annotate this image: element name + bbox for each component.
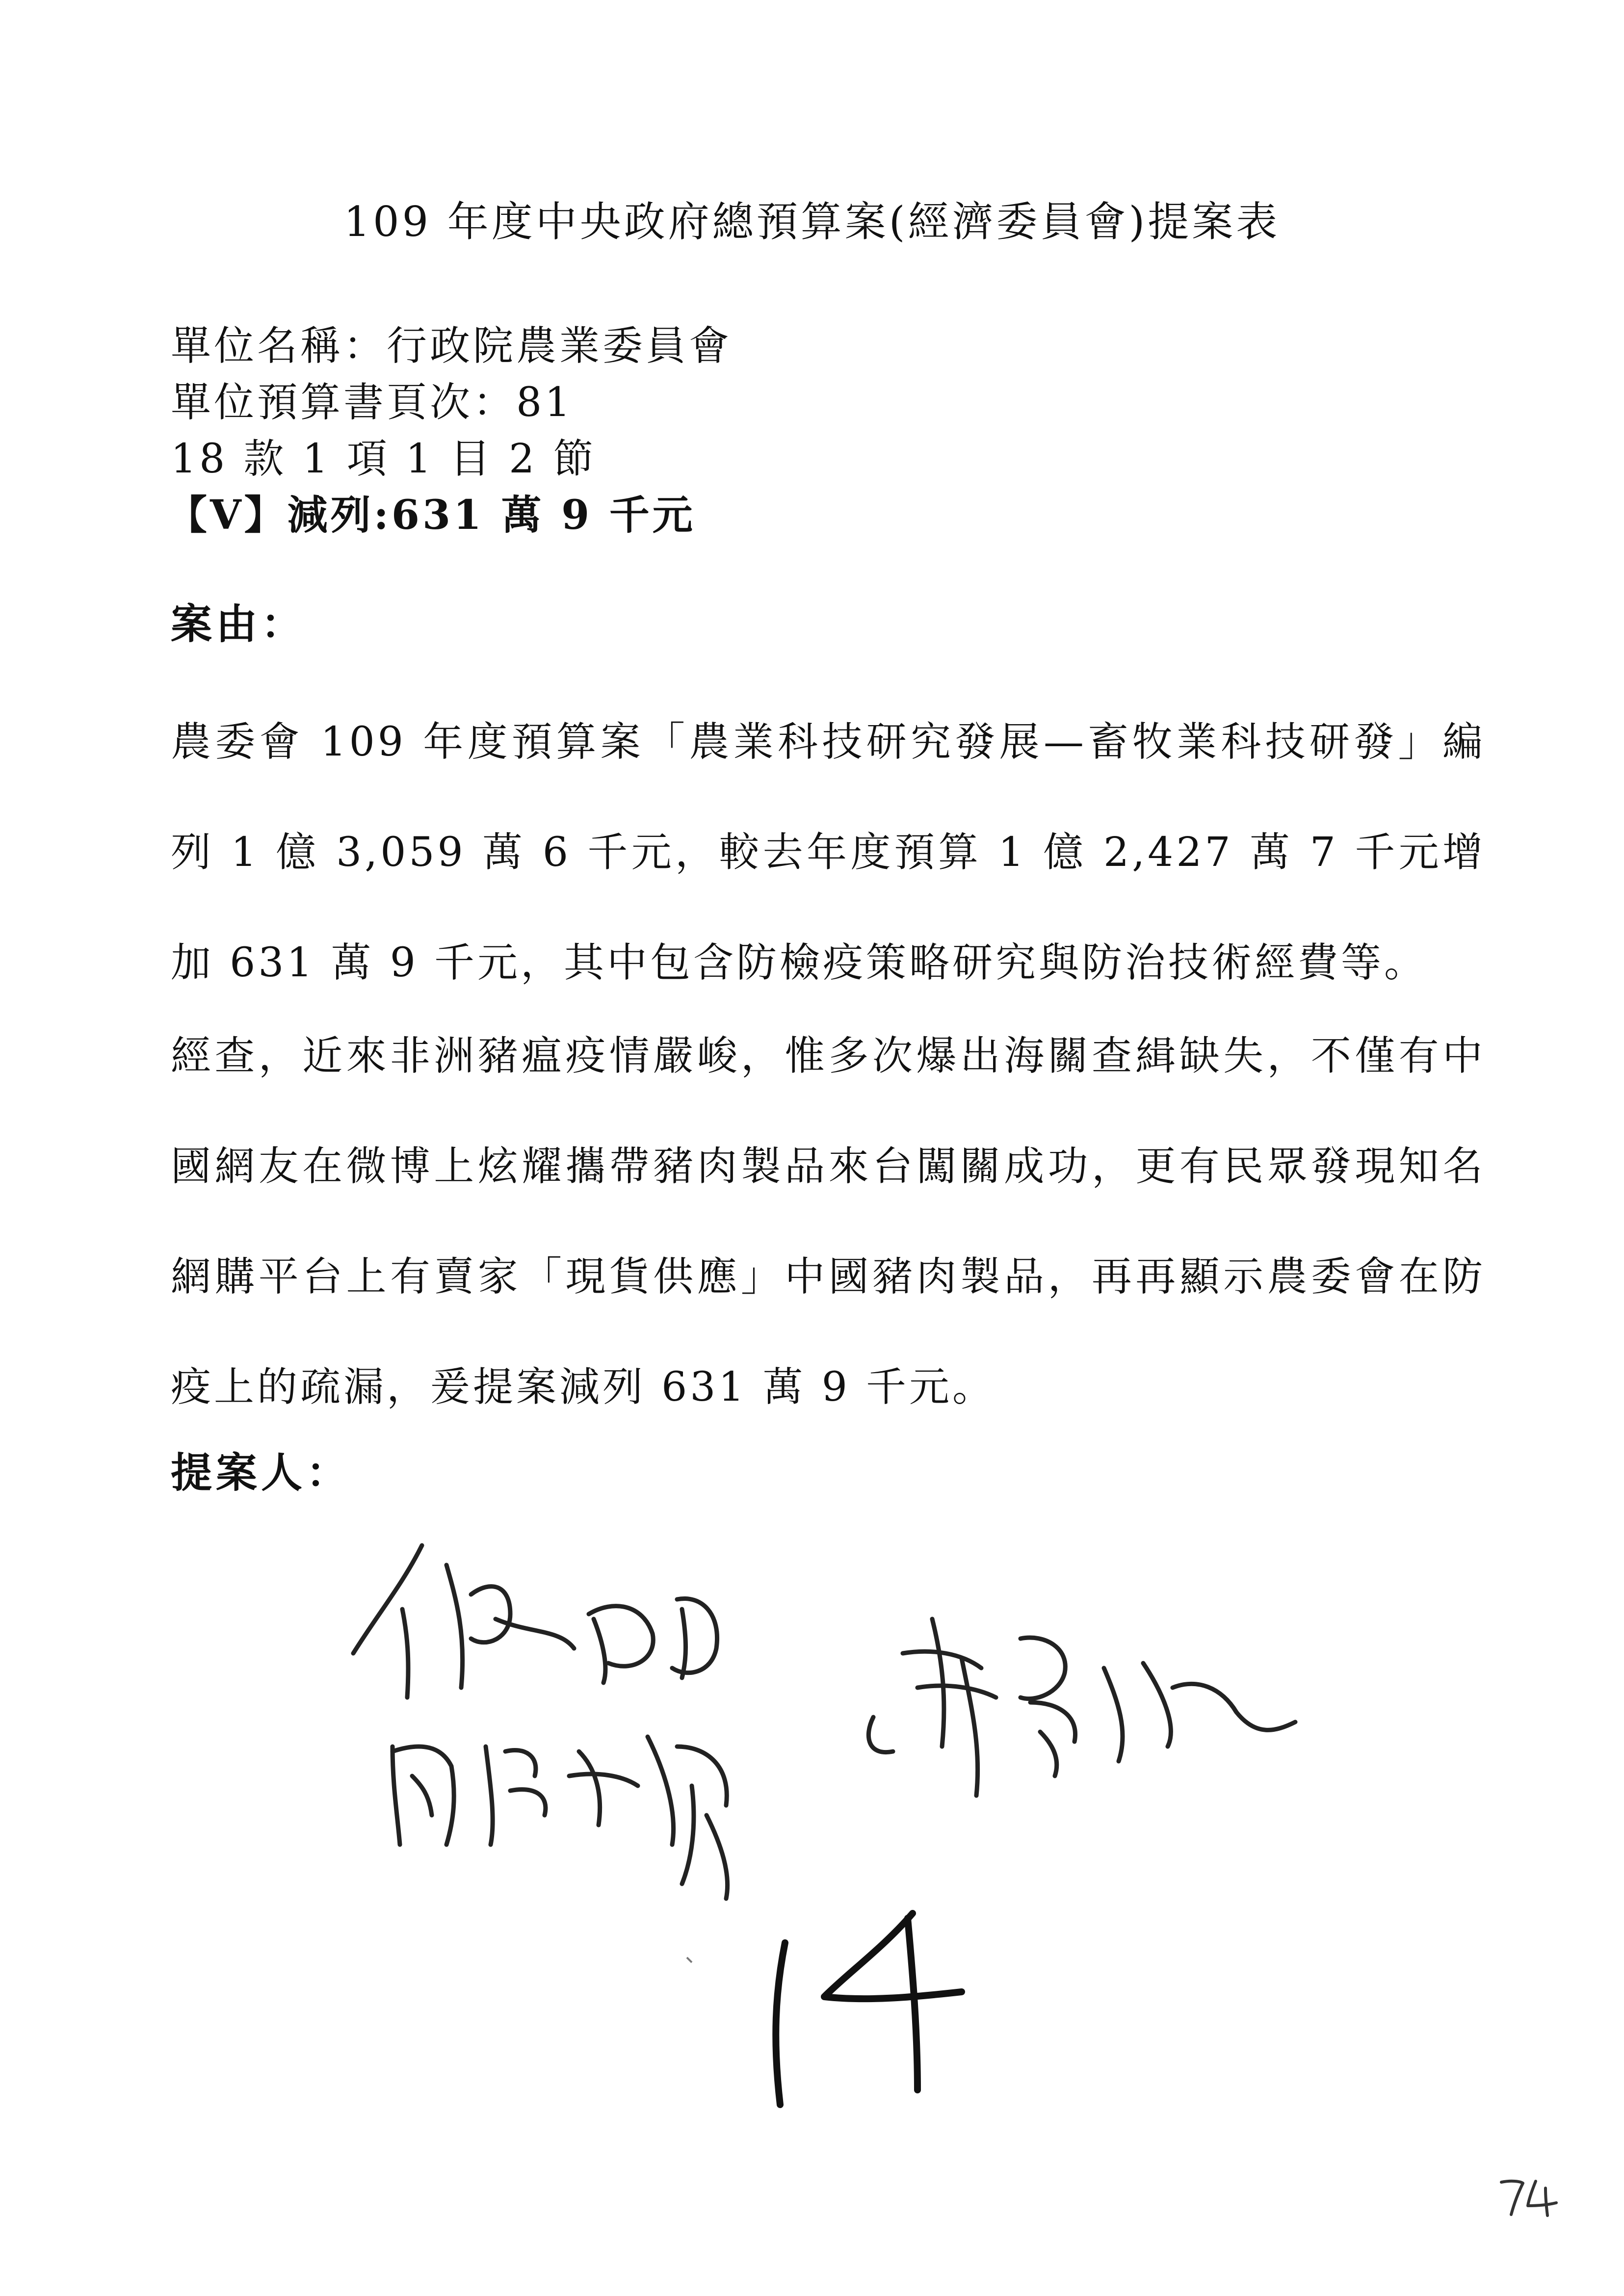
document-title: 109 年度中央政府總預算案(經濟委員會)提案表 (343, 198, 1281, 246)
proposer-heading: 提案人： (171, 1448, 352, 1497)
budget-page: 單位預算書頁次：81 (171, 379, 574, 426)
unit-name: 單位名稱：行政院農業委員會 (171, 323, 733, 369)
reason-paragraph-2: 經查，近來非洲豬瘟疫情嚴峻，惟多次爆出海關查緝缺失，不僅有中國網友在微博上炫耀攜帶豬肉製品來台闖關成功，更有民眾發現知名網購平台上有賣家「現貨供應」中國豬肉製品，再再顯示農委會在防疫上的疏漏，爰提案減列 631 萬 9 千元。 (171, 1033, 1486, 1410)
budget-section: 18 款 1 項 1 目 2 節 (171, 436, 597, 482)
reason-heading: 案由： (171, 600, 307, 648)
reduction-amount: 【V】減列:631 萬 9 千元 (167, 492, 696, 539)
reason-paragraph-1: 農委會 109 年度預算案「農業科技研究發展—畜牧業科技研發」編列 1 億 3,059 萬 6 千元，較去年度預算 1 億 2,427 萬 7 千元增加 631 萬 9 千元，其中包含防檢疫策略研究與防治技術經費等。 (171, 719, 1486, 986)
